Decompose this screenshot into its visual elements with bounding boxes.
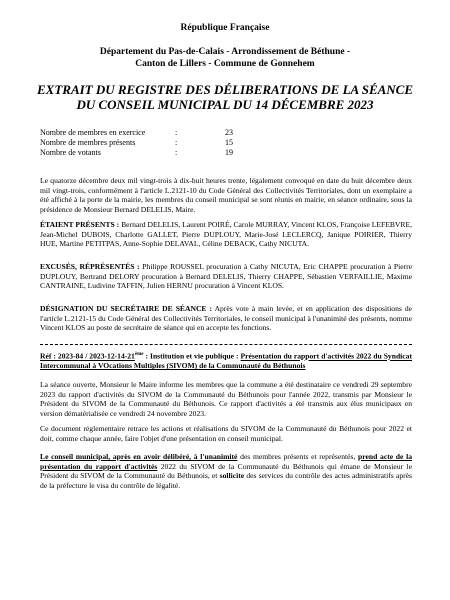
stat-value: 23 xyxy=(225,128,233,137)
stat-colon: : xyxy=(175,148,178,157)
document-title xyxy=(30,82,420,112)
deliberation-reference xyxy=(40,350,412,371)
reference-number: Réf : 2023-84 / 2023-12-14-21 xyxy=(40,351,135,361)
stat-row xyxy=(40,128,233,138)
presents-text: Bernard DELELIS, Laurent POIRÉ, Carole MURRAY, Vincent KLOS, Françoise LEFEBVRE, Jean-Michel DUBOIS, Charlotte GALLET, Pierre DUPLOUY, Marie-José LECLERCQ, Janique POIRIER, Thierry HUE, Martine PETITPAS, Anne-Sophie DELAVAL, Céline DEBACK, Cathy NICUTA. xyxy=(40,220,412,249)
stat-row xyxy=(40,148,233,158)
presents-paragraph xyxy=(40,220,412,249)
department-line-2: Canton de Lillers - Commune de Gonnehem xyxy=(135,59,315,69)
membership-stats xyxy=(40,128,233,158)
stat-label: Nombre de membres en exercice xyxy=(40,128,146,137)
stat-colon: : xyxy=(175,138,178,147)
excuses-paragraph xyxy=(40,262,412,291)
reference-category: : Institution et vie publique : xyxy=(143,351,241,361)
stat-label: Nombre de membres présents xyxy=(40,138,136,147)
secretaire-label: DÉSIGNATION DU SECRÉTAIRE DE SÉANCE : xyxy=(40,304,213,313)
department-line-1: Département du Pas-de-Calais - Arrondissement de Béthune - xyxy=(99,47,351,57)
stat-colon: : xyxy=(175,128,178,137)
decision-text-3: des services du contrôle des actes administratifs après de la préfecture le visa du contrôle de légalité. xyxy=(40,471,412,490)
decision-request: sollicite xyxy=(219,471,245,481)
deliberation-paragraph-1: La séance ouverte, Monsieur le Maire informe les membres que la commune a été destinataire ce vendredi 29 septembre 2023 du rapport d'activités du SIVOM de la Communauté du Béthunois pour l'année 2022, transmis par Monsieur le Président du SIVOM de la Communauté du Béthunois. Ce rapport d'activités a été transmis aux élus municipaux en version dématérialisée ce vendredi 24 novembre 2023. xyxy=(40,380,412,418)
reference-superscript: ème xyxy=(134,352,144,357)
decision-text-2: 2022 du SIVOM de la Communauté du Béthunois qui émane de Monsieur le Président du SIVOM de la Communauté du Béthunois, et xyxy=(40,461,412,481)
deliberation-decision xyxy=(40,452,412,490)
decision-opening: Le conseil municipal, après en avoir délibéré, à l'unanimité xyxy=(40,452,238,461)
title-line-2: DU CONSEIL MUNICIPAL DU 14 DÉCEMBRE 2023 xyxy=(76,97,374,112)
section-divider xyxy=(40,344,412,345)
excuses-text: Philippe ROUSSEL procuration à Cathy NICUTA, Eric CHAPPE procuration à Pierre DUPLOUY, Bertrand DELORY procuration à Bernard DELELIS, Thierry CHAPPE, Sébastien VERFAILLIE, Maxime CANTRAINE, Ludivine TAFFIN, Julien HERNU procuration à Vincent KLOS. xyxy=(40,262,412,291)
deliberation-subject: Présentation du rapport d'activités 2022 du Syndicat Intercommunal à VOcations Multiples (SIVOM) de la Communauté du Béthunois xyxy=(40,351,412,371)
excuses-label: EXCUSÉS, RÉPRÉSENTÉS : xyxy=(40,262,140,271)
deliberation-paragraph-2: Ce document réglementaire retrace les actions et réalisations du SIVOM de la Communauté du Béthunois pour 2022 et doit, comme chaque année, faire l'objet d'une présentation en conseil municipal. xyxy=(40,424,412,443)
stat-row xyxy=(40,138,233,148)
stat-label: Nombre de votants xyxy=(40,148,101,157)
presents-label: ÉTAIENT PRÉSENTS : xyxy=(40,220,120,229)
stat-value: 15 xyxy=(225,138,233,147)
secretaire-paragraph xyxy=(40,304,412,333)
secretaire-text: Après vote à main levée, et en application des dispositions de l'article L.2121-15 du Code Général des Collectivités Territoriales, le conseil municipal à l'unanimité des présents, nomme Vincent KLOS au poste de secrétaire de séance qui en accepte les fonctions. xyxy=(40,304,413,333)
department-header xyxy=(40,46,410,70)
convocation-paragraph: Le quatorze décembre deux mil vingt-trois à dix-huit heures trente, légalement convoqué en date du huit décembre deux mil vingt-trois, conformément à l'article L.2121-10 du Code Général des Collectivités Territoriales, dont un exemplaire a été affiché à la porte de la mairie, les membres du conseil municipal se sont réunis en mairie, en séance ordinaire, sous la présidence de Monsieur Bernard DELELIS, Maire. xyxy=(40,176,412,214)
title-line-1: EXTRAIT DU REGISTRE DES DÉLIBERATIONS DE LA SÉANCE xyxy=(36,82,414,97)
decision-acknowledgement: prend acte de la présentation du rapport d'activités xyxy=(40,452,413,471)
decision-text-1: des membres présents et représentés, xyxy=(237,452,359,461)
stat-value: 19 xyxy=(225,148,233,157)
republic-header: République Française xyxy=(180,23,270,33)
